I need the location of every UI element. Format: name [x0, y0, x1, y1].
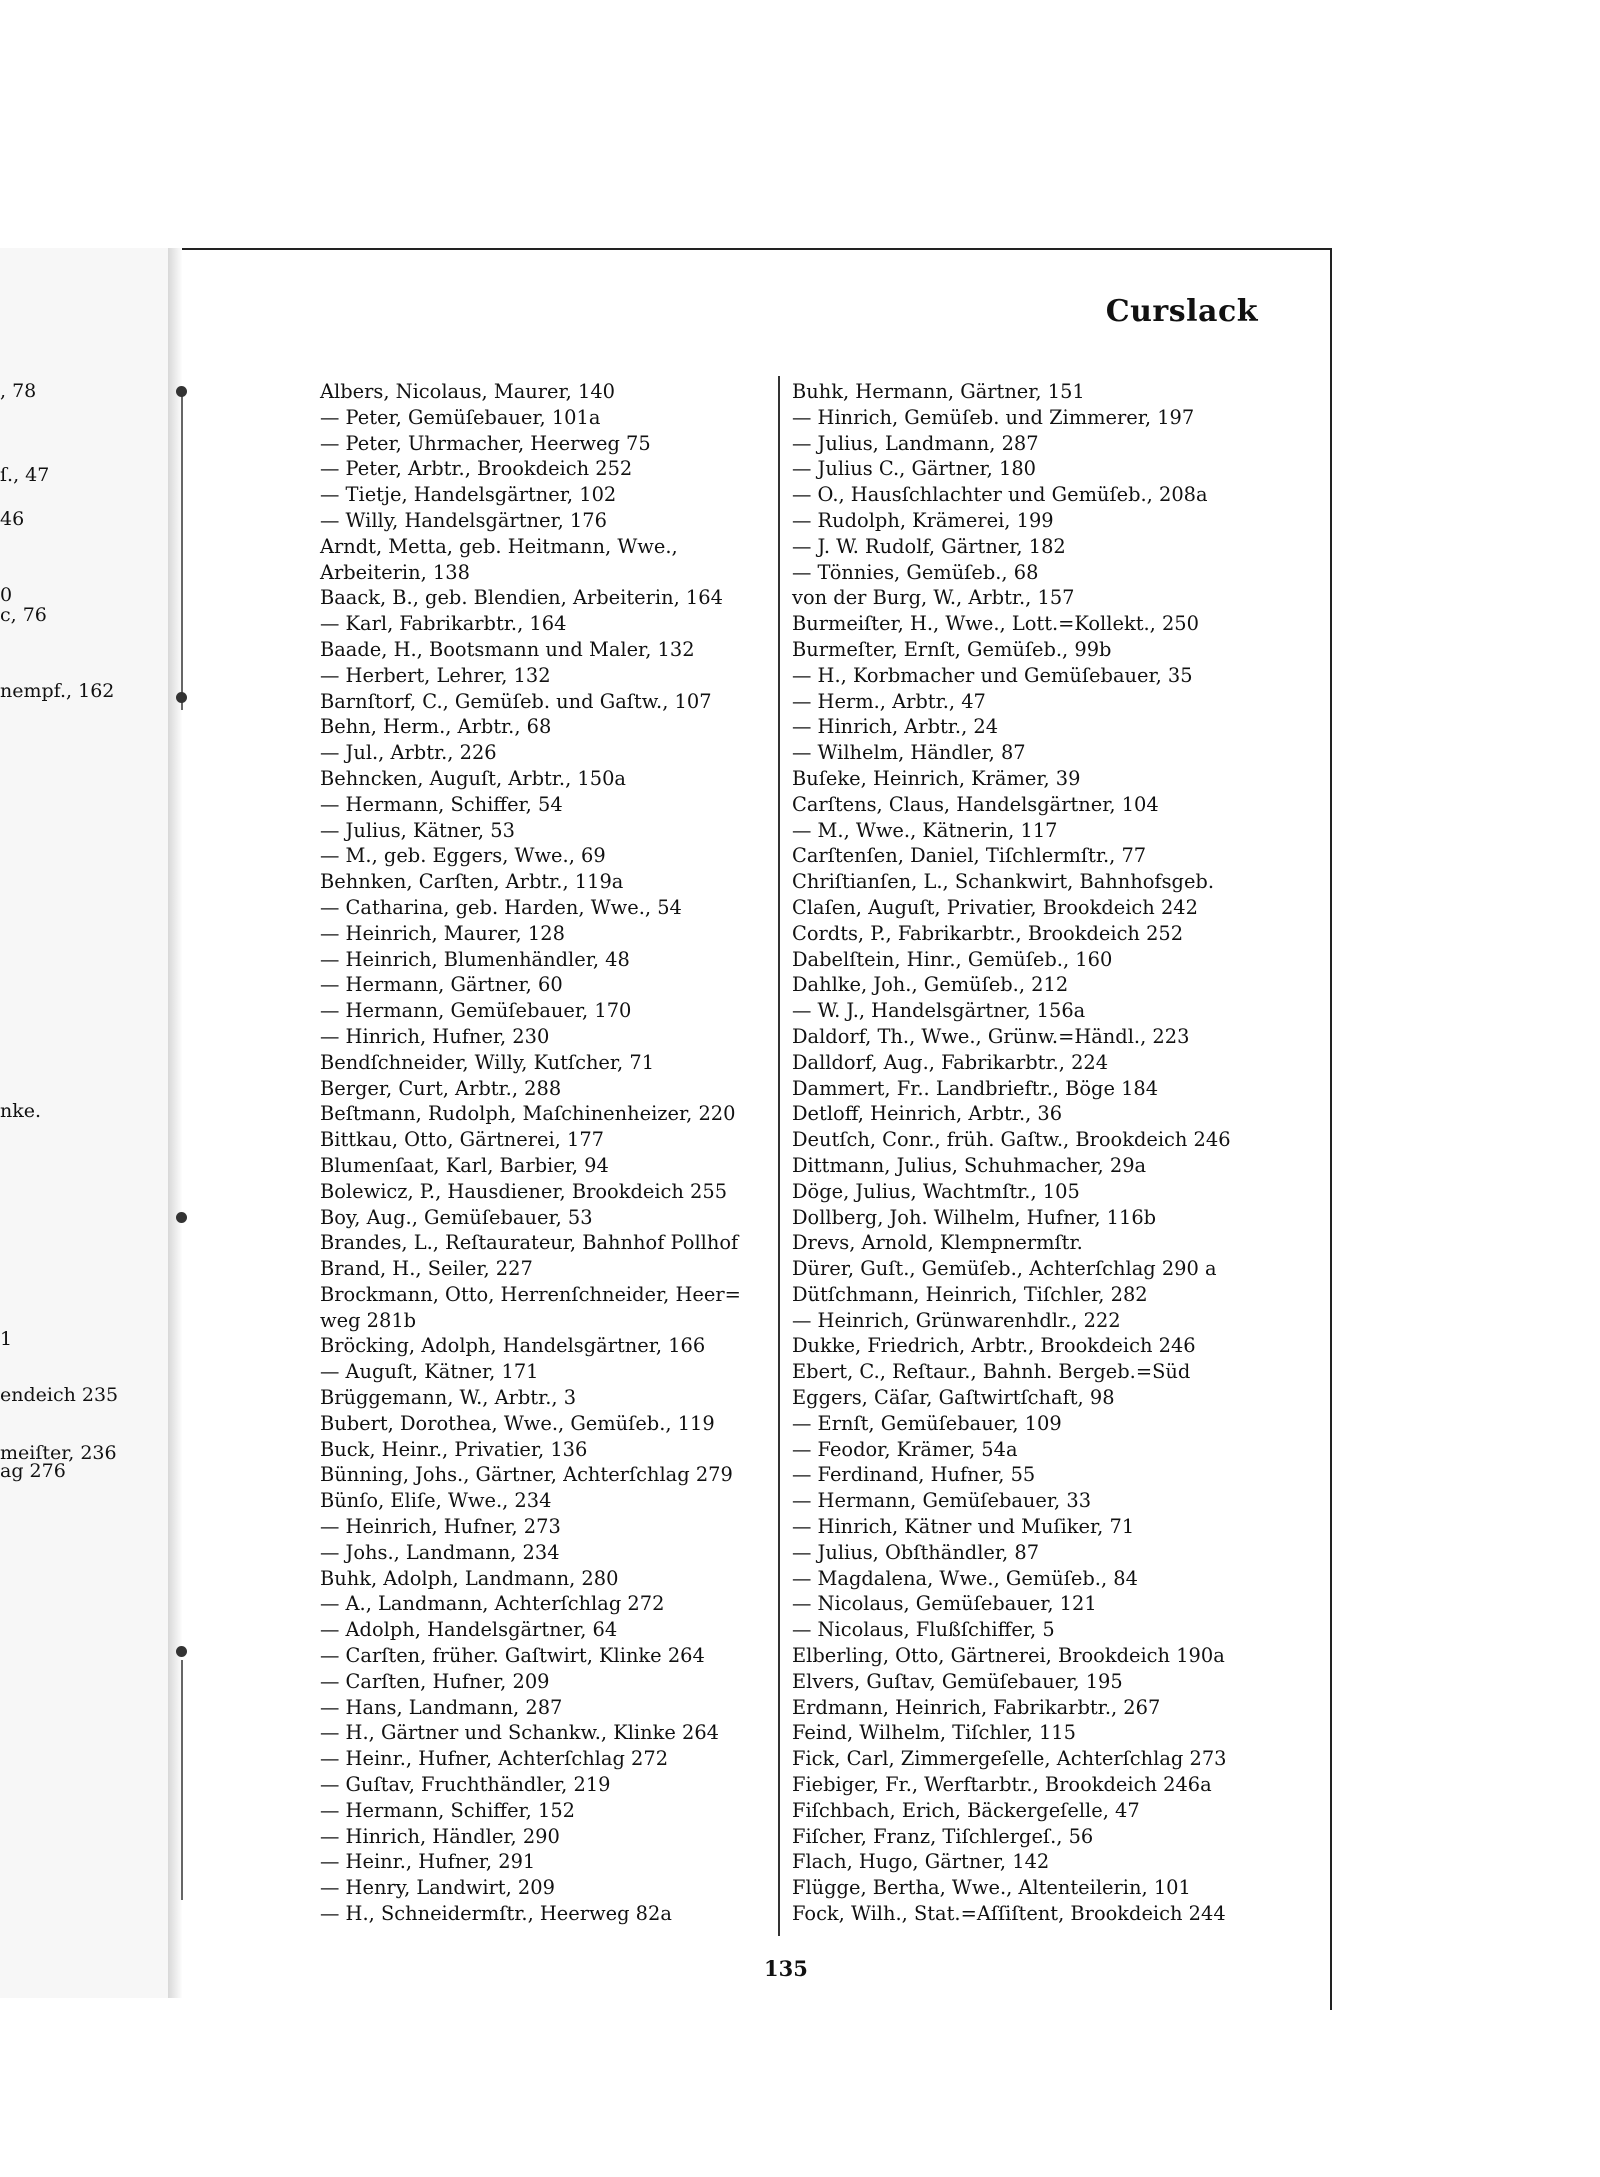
directory-entry: — Tönnies, Gemüſeb., 68 [792, 560, 1039, 584]
directory-entry: Feind, Wilhelm, Tiſchler, 115 [792, 1721, 1076, 1745]
directory-entry: Elvers, Guſtav, Gemüſebauer, 195 [792, 1669, 1123, 1693]
directory-entry: — Heinrich, Maurer, 128 [320, 921, 565, 945]
left-page-text-fragment: endeich 235 [0, 1384, 119, 1406]
directory-entry: Cordts, P., Fabrikarbtr., Brookdeich 252 [792, 921, 1184, 945]
directory-entry: — Hermann, Gemüſebauer, 33 [792, 1489, 1092, 1513]
directory-entry: Brandes, L., Reſtaurateur, Bahnhof Pollhof [320, 1231, 739, 1255]
binding-staple [176, 692, 187, 703]
page-title: Curslack [1105, 294, 1258, 329]
directory-entry: — H., Schneidermſtr., Heerweg 82a [320, 1902, 672, 1926]
directory-entry: Flach, Hugo, Gärtner, 142 [792, 1850, 1050, 1874]
binding-staple [176, 386, 187, 397]
directory-entry: Ebert, C., Reſtaur., Bahnh. Bergeb.=Süd [792, 1360, 1191, 1384]
directory-entry: Flügge, Bertha, Wwe., Altenteilerin, 101 [792, 1876, 1191, 1900]
directory-entry: — Julius, Kätner, 53 [320, 818, 515, 842]
directory-entry: Carſtenſen, Daniel, Tiſchlermſtr., 77 [792, 844, 1147, 868]
directory-entry: — Hermann, Schiffer, 54 [320, 792, 563, 816]
directory-entry: Buhk, Adolph, Landmann, 280 [320, 1566, 619, 1590]
directory-entry: Fiſcher, Franz, Tiſchlergeſ., 56 [792, 1824, 1094, 1848]
directory-entry: — A., Landmann, Achterſchlag 272 [320, 1592, 665, 1616]
directory-entry: Drevs, Arnold, Klempnermſtr. [792, 1231, 1083, 1255]
directory-entry: Fiebiger, Fr., Werftarbtr., Brookdeich 246a [792, 1773, 1212, 1797]
directory-entry: Bendſchneider, Willy, Kutſcher, 71 [320, 1050, 655, 1074]
directory-entry: Elberling, Otto, Gärtnerei, Brookdeich 190a [792, 1644, 1225, 1668]
directory-entry: Dütſchmann, Heinrich, Tiſchler, 282 [792, 1282, 1148, 1306]
directory-entry: Bittkau, Otto, Gärtnerei, 177 [320, 1128, 605, 1152]
directory-entry: Baack, B., geb. Blendien, Arbeiterin, 164 [320, 586, 723, 610]
directory-entry: — Hermann, Gemüſebauer, 170 [320, 999, 632, 1023]
directory-entry: — M., Wwe., Kätnerin, 117 [792, 818, 1058, 842]
directory-entry: — M., geb. Eggers, Wwe., 69 [320, 844, 606, 868]
page-number: 135 [764, 1956, 808, 1981]
directory-entry: Buhk, Hermann, Gärtner, 151 [792, 380, 1085, 403]
directory-entry: Buck, Heinr., Privatier, 136 [320, 1437, 588, 1461]
directory-entry: Bröcking, Adolph, Handelsgärtner, 166 [320, 1334, 706, 1358]
directory-entry: — Nicolaus, Gemüſebauer, 121 [792, 1592, 1097, 1616]
directory-entry: — Rudolph, Krämerei, 199 [792, 508, 1054, 532]
directory-entry: — O., Hausſchlachter und Gemüſeb., 208a [792, 483, 1208, 507]
directory-entry: Behn, Herm., Arbtr., 68 [320, 715, 552, 739]
previous-page-fragment [0, 248, 170, 1998]
directory-entry: Berger, Curt, Arbtr., 288 [320, 1076, 562, 1100]
directory-entry: — Henry, Landwirt, 209 [320, 1876, 555, 1900]
directory-entry: — Hermann, Gärtner, 60 [320, 973, 563, 997]
directory-entry: — Peter, Uhrmacher, Heerweg 75 [320, 431, 651, 455]
directory-entry: — W. J., Handelsgärtner, 156a [792, 999, 1086, 1023]
directory-entry: Dürer, Guſt., Gemüſeb., Achterſchlag 290 a [792, 1257, 1217, 1281]
directory-entry: — Wilhelm, Händler, 87 [792, 741, 1026, 765]
directory-entry: Dittmann, Julius, Schuhmacher, 29a [792, 1153, 1147, 1177]
directory-entry: Fiſchbach, Erich, Bäckergeſelle, 47 [792, 1798, 1140, 1822]
book-gutter [168, 248, 182, 1998]
directory-entry: — H., Korbmacher und Gemüſebauer, 35 [792, 663, 1193, 687]
directory-entry: — Nicolaus, Flußſchiffer, 5 [792, 1618, 1055, 1642]
left-page-text-fragment: c, 76 [0, 604, 47, 626]
directory-entry: Fock, Wilh., Stat.=Aſſiſtent, Brookdeich 244 [792, 1902, 1226, 1926]
directory-page [182, 248, 1332, 2010]
binding-thread [181, 1660, 183, 1900]
directory-entry: Burmeiſter, H., Wwe., Lott.=Kollekt., 250 [792, 612, 1199, 636]
directory-entry: — Magdalena, Wwe., Gemüſeb., 84 [792, 1566, 1138, 1590]
directory-entry: Erdmann, Heinrich, Fabrikarbtr., 267 [792, 1695, 1161, 1719]
directory-entry: — Herbert, Lehrer, 132 [320, 663, 551, 687]
left-page-text-fragment: 1 [0, 1328, 13, 1350]
directory-entry: Dukke, Friedrich, Arbtr., Brookdeich 246 [792, 1334, 1196, 1358]
directory-entry: — Peter, Gemüſebauer, 101a [320, 405, 601, 429]
directory-entry: — Julius, Obſthändler, 87 [792, 1540, 1040, 1564]
left-page-text-fragment: nke. [0, 1100, 42, 1122]
binding-staple [176, 1212, 187, 1223]
directory-entry: Albers, Nicolaus, Maurer, 140 [320, 380, 615, 403]
left-page-text-fragment: ag 276 [0, 1460, 66, 1482]
directory-entry: — Heinr., Hufner, 291 [320, 1850, 536, 1874]
directory-entry: — Hinrich, Hufner, 230 [320, 1024, 550, 1048]
directory-entry: Behncken, Auguſt, Arbtr., 150a [320, 766, 626, 790]
directory-entry: Blumenſaat, Karl, Barbier, 94 [320, 1153, 609, 1177]
directory-entry: — Carſten, Hufner, 209 [320, 1669, 550, 1693]
directory-entry: Chriſtianſen, L., Schankwirt, Bahnhofsgeb. [792, 870, 1215, 894]
directory-entry: — Tietje, Handelsgärtner, 102 [320, 483, 617, 507]
directory-entry: — H., Gärtner und Schankw., Klinke 264 [320, 1721, 720, 1745]
left-page-text-fragment: meiſter, 236 [0, 1442, 117, 1464]
directory-entry: von der Burg, W., Arbtr., 157 [792, 586, 1075, 610]
directory-entry: — Hinrich, Händler, 290 [320, 1824, 560, 1848]
left-page-text-fragment: 0 [0, 584, 13, 606]
directory-entry: Arndt, Metta, geb. Heitmann, Wwe., [320, 534, 678, 558]
binding-thread [181, 390, 183, 710]
directory-entry: — Hinrich, Gemüſeb. und Zimmerer, 197 [792, 405, 1195, 429]
directory-entry: — Heinrich, Blumenhändler, 48 [320, 947, 630, 971]
directory-entry: — Catharina, geb. Harden, Wwe., 54 [320, 895, 682, 919]
left-page-text-fragment: 46 [0, 508, 25, 530]
directory-entry: Eggers, Cäſar, Gaſtwirtſchaft, 98 [792, 1386, 1115, 1410]
directory-entry: Dammert, Fr.. Landbrieftr., Böge 184 [792, 1076, 1159, 1100]
directory-entry: Arbeiterin, 138 [320, 560, 470, 584]
directory-entry: Carſtens, Claus, Handelsgärtner, 104 [792, 792, 1159, 816]
directory-entry: — Karl, Fabrikarbtr., 164 [320, 612, 567, 636]
directory-entry: Daldorf, Th., Wwe., Grünw.=Händl., 223 [792, 1024, 1190, 1048]
directory-entry: Behnken, Carſten, Arbtr., 119a [320, 870, 624, 894]
directory-entry: — Hinrich, Kätner und Muſiker, 71 [792, 1515, 1135, 1539]
directory-entry: Detloff, Heinrich, Arbtr., 36 [792, 1102, 1063, 1126]
directory-entry: — J. W. Rudolf, Gärtner, 182 [792, 534, 1066, 558]
directory-entry: Brüggemann, W., Arbtr., 3 [320, 1386, 577, 1410]
left-page-text-fragment: ſ., 47 [0, 464, 50, 486]
directory-entry: weg 281b [320, 1308, 417, 1332]
directory-entry: — Heinr., Hufner, Achterſchlag 272 [320, 1747, 669, 1771]
directory-entry: — Jul., Arbtr., 226 [320, 741, 497, 765]
directory-entry: Bubert, Dorothea, Wwe., Gemüſeb., 119 [320, 1411, 715, 1435]
directory-entry: Bolewicz, P., Hausdiener, Brookdeich 255 [320, 1179, 728, 1203]
directory-entry: Buſeke, Heinrich, Krämer, 39 [792, 766, 1081, 790]
directory-entry: Baade, H., Bootsmann und Maler, 132 [320, 637, 695, 661]
left-page-text-fragment: nempf., 162 [0, 680, 115, 702]
directory-entry: — Hermann, Schiffer, 152 [320, 1798, 576, 1822]
directory-entry: — Herm., Arbtr., 47 [792, 689, 986, 713]
directory-entry: — Ernſt, Gemüſebauer, 109 [792, 1411, 1062, 1435]
directory-entry: Deutſch, Conr., früh. Gaſtw., Brookdeich 246 [792, 1128, 1231, 1152]
directory-entry: Dalldorf, Aug., Fabrikarbtr., 224 [792, 1050, 1109, 1074]
directory-entry: — Hinrich, Arbtr., 24 [792, 715, 999, 739]
directory-entry: — Julius C., Gärtner, 180 [792, 457, 1037, 481]
directory-entry: — Julius, Landmann, 287 [792, 431, 1039, 455]
directory-entry: — Guſtav, Fruchthändler, 219 [320, 1773, 611, 1797]
directory-entry: — Johs., Landmann, 234 [320, 1540, 560, 1564]
directory-entry: Bünſo, Eliſe, Wwe., 234 [320, 1489, 552, 1513]
directory-entry: Döge, Julius, Wachtmſtr., 105 [792, 1179, 1080, 1203]
directory-entry: Burmeſter, Ernſt, Gemüſeb., 99b [792, 637, 1112, 661]
directory-entry: — Adolph, Handelsgärtner, 64 [320, 1618, 618, 1642]
directory-entry: Beſtmann, Rudolph, Maſchinenheizer, 220 [320, 1102, 736, 1126]
binding-staple [176, 1646, 187, 1657]
directory-entry: Claſen, Auguſt, Privatier, Brookdeich 242 [792, 895, 1198, 919]
directory-entry: — Feodor, Krämer, 54a [792, 1437, 1018, 1461]
directory-entry: Fick, Carl, Zimmergeſelle, Achterſchlag 273 [792, 1747, 1227, 1771]
directory-entry: — Heinrich, Grünwarenhdlr., 222 [792, 1308, 1121, 1332]
directory-entry: Brockmann, Otto, Herrenſchneider, Heer= [320, 1282, 741, 1306]
directory-entry: — Willy, Handelsgärtner, 176 [320, 508, 607, 532]
directory-entry: Bünning, Johs., Gärtner, Achterſchlag 279 [320, 1463, 733, 1487]
directory-entry: Dabelſtein, Hinr., Gemüſeb., 160 [792, 947, 1113, 971]
directory-entry: Brand, H., Seiler, 227 [320, 1257, 533, 1281]
directory-entry: Dollberg, Joh. Wilhelm, Hufner, 116b [792, 1205, 1157, 1229]
directory-entry: — Ferdinand, Hufner, 55 [792, 1463, 1036, 1487]
directory-entry: Barnſtorf, C., Gemüſeb. und Gaſtw., 107 [320, 689, 712, 713]
directory-entry: — Hans, Landmann, 287 [320, 1695, 563, 1719]
left-page-text-fragment: , 78 [0, 380, 37, 402]
directory-entry: — Auguſt, Kätner, 171 [320, 1360, 539, 1384]
directory-entry: — Peter, Arbtr., Brookdeich 252 [320, 457, 633, 481]
directory-entry: Dahlke, Joh., Gemüſeb., 212 [792, 973, 1069, 997]
directory-entry: Boy, Aug., Gemüſebauer, 53 [320, 1205, 593, 1229]
right-column [792, 379, 1432, 1927]
directory-entry: — Heinrich, Hufner, 273 [320, 1515, 561, 1539]
directory-entry: — Carſten, früher. Gaſtwirt, Klinke 264 [320, 1644, 705, 1668]
